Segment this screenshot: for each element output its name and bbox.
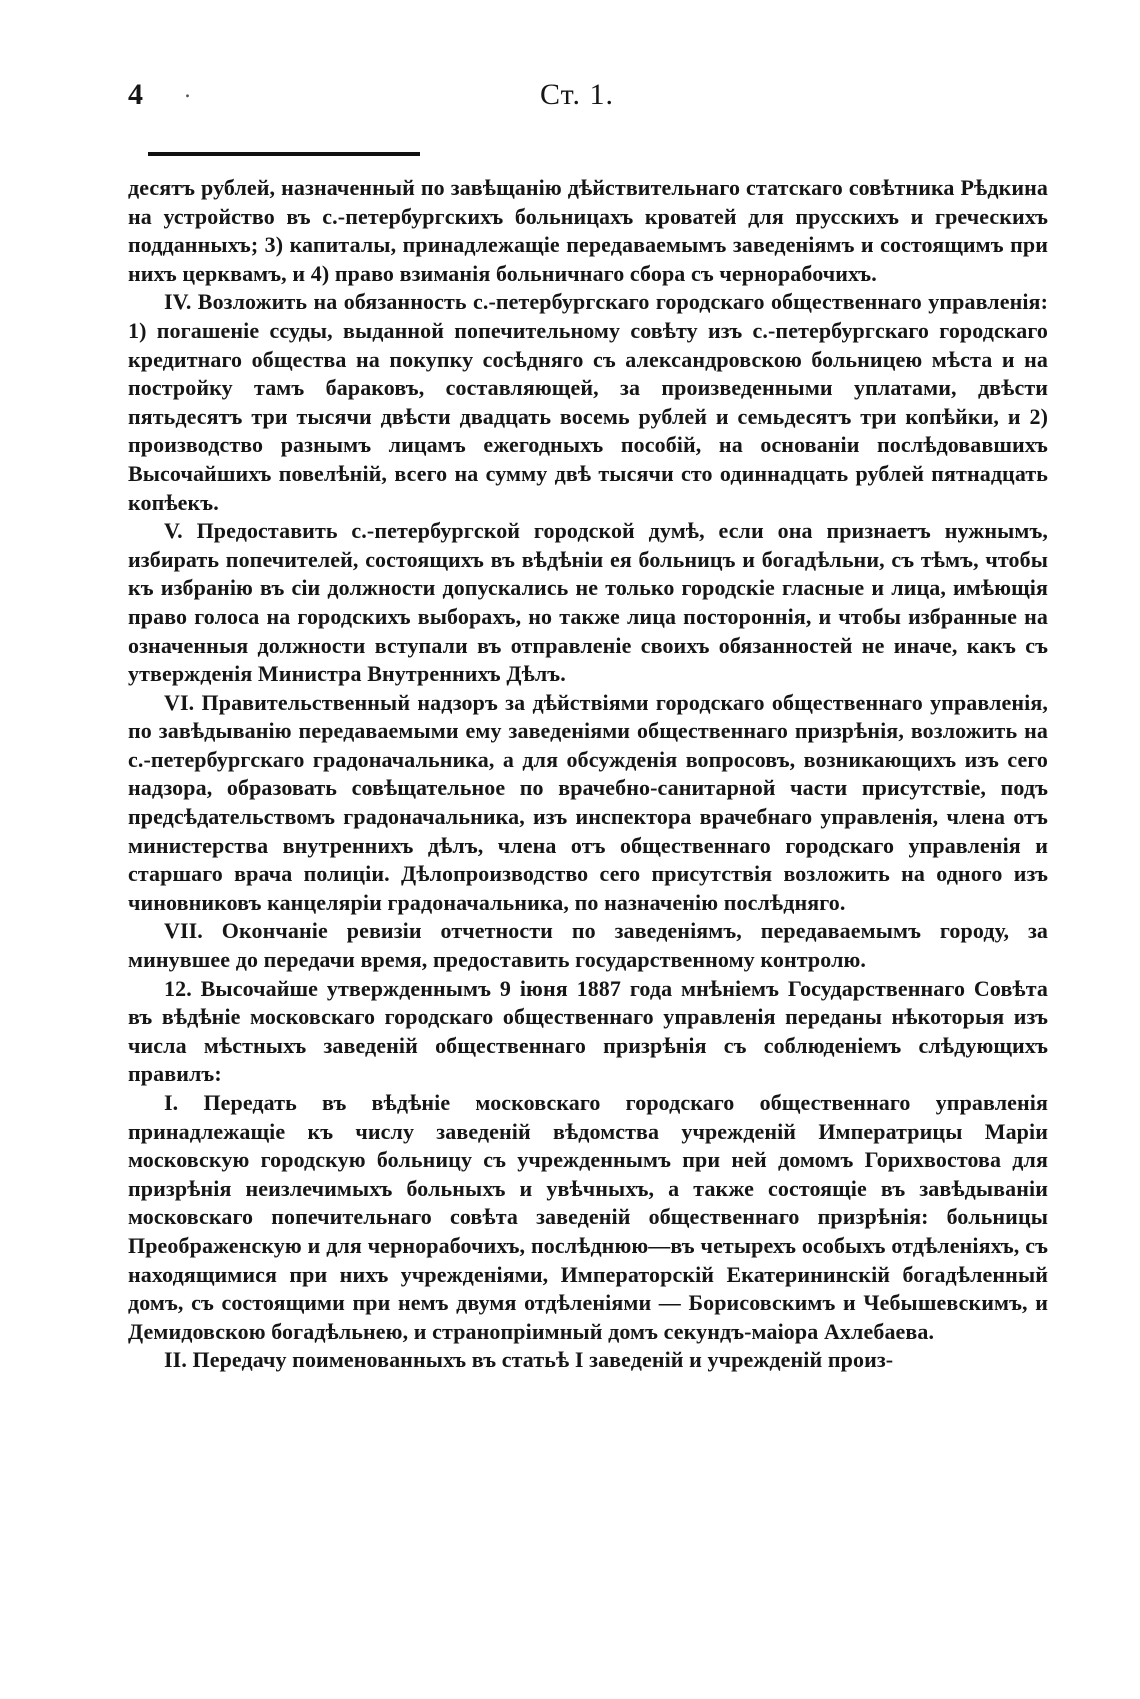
paragraph-ii: II. Передачу поименованныхъ въ статьѣ I заведеній и учрежденій произ- [164,1347,894,1373]
body-text [128,174,1048,1375]
paragraph-continuation: десятъ рублей, назначенный по завѣщанію дѣйствительнаго статскаго совѣтника Рѣдкина на устройство въ с.-петербургскихъ больницахъ кроватей для прусскихъ и греческихъ подданныхъ; 3) капиталы, принадлежащіе передаваемымъ заведеніямъ и состоящимъ при нихъ церквамъ, и 4) право взиманія больничнаго сбора съ чернорабочихъ. [128,175,1048,286]
paragraph-i: I. Передать въ вѣдѣніе московскаго городскаго общественнаго управленія принадлежащіе къ числу заведеній вѣдомства учрежденій Императрицы Маріи московскую городскую больницу съ учрежденнымъ при ней домомъ Горихвостова для призрѣнія неизлечимыхъ больныхъ и увѣчныхъ, а также состоящіе въ завѣдываніи московскаго попечительнаго совѣта заведеній общественнаго призрѣнія: больницы Преображенскую и для чернорабочихъ, послѣднюю—въ четырехъ особыхъ отдѣленіяхъ, съ находящимися при нихъ учрежденіями, Императорскій Екатерининскій богадѣленный домъ, съ состоящими при немъ двумя отдѣленіями — Борисовскимъ и Чебышевскимъ, и Демидовскою богадѣльнею, и странопріимный домъ секундъ-маіора Ахлебаева. [128,1090,1048,1344]
page-number: 4 [128,78,143,111]
paragraph-iv: IV. Возложить на обязанность с.-петербургскаго городскаго общественнаго управленія: 1) погашеніе ссуды, выданной попечительному совѣту изъ с.-петербургскаго городскаго кредитнаго общества на покупку сосѣдняго съ александровскою больницею мѣста и на постройку тамъ бараковъ, составляющей, за произведенными уплатами, двѣсти пятьдесятъ три тысячи двѣсти двадцать восемь рублей и семьдесятъ три копѣйки, и 2) производство разнымъ лицамъ ежегодныхъ пособій, на основаніи послѣдовавшихъ Высочайшихъ повелѣній, всего на сумму двѣ тысячи сто одиннадцать рублей пятнадцать копѣекъ. [128,289,1048,515]
page-header [128,78,1048,118]
paragraph-vii: VII. Окончаніе ревизіи отчетности по заведеніямъ, передаваемымъ городу, за минувшее до передачи время, предоставить государственному контролю. [128,918,1048,973]
running-head: Ст. 1. [540,78,614,111]
paragraph-v: V. Предоставить с.-петербургской городской думѣ, если она признаетъ нужнымъ, избирать попечителей, состоящихъ въ вѣдѣніи ея больницъ и богадѣльни, съ тѣмъ, чтобы къ избранію въ сіи должности допускались не только городскіе гласные и лица, имѣющія право голоса на городскихъ выборахъ, но также лица постороннія, и чтобы избранные на означенныя должности вступали въ отправленіе своихъ обязанностей не иначе, какъ съ утвержденія Министра Внутреннихъ Дѣлъ. [128,518,1048,687]
header-dot: . [184,78,191,103]
paragraph-article-12: 12. Высочайше утвержденнымъ 9 іюня 1887 года мнѣніемъ Государственнаго Совѣта въ вѣдѣніе московскаго городскаго общественнаго управленія переданы нѣкоторыя изъ числа мѣстныхъ заведеній общественнаго призрѣнія съ соблюденіемъ слѣдующихъ правилъ: [128,975,1048,1087]
paragraph-vi: VI. Правительственный надзоръ за дѣйствіями городскаго общественнаго управленія, по завѣдыванію передаваемыми ему заведеніями общественнаго призрѣнія, возложить на с.-петербургскаго градоначальника, а для обсужденія вопросовъ, возникающихъ изъ сего надзора, образовать совѣщательное по врачебно-санитарной части присутствіе, подъ предсѣдательствомъ градоначальника, изъ инспектора врачебнаго управленія, члена отъ министерства внутреннихъ дѣлъ, члена отъ общественнаго городскаго управленія и старшаго врача полиціи. Дѣлопроизводство сего присутствія возложить на одного изъ чиновниковъ канцеляріи градоначальника, по назначенію послѣдняго. [128,689,1048,915]
header-rule [148,152,420,156]
